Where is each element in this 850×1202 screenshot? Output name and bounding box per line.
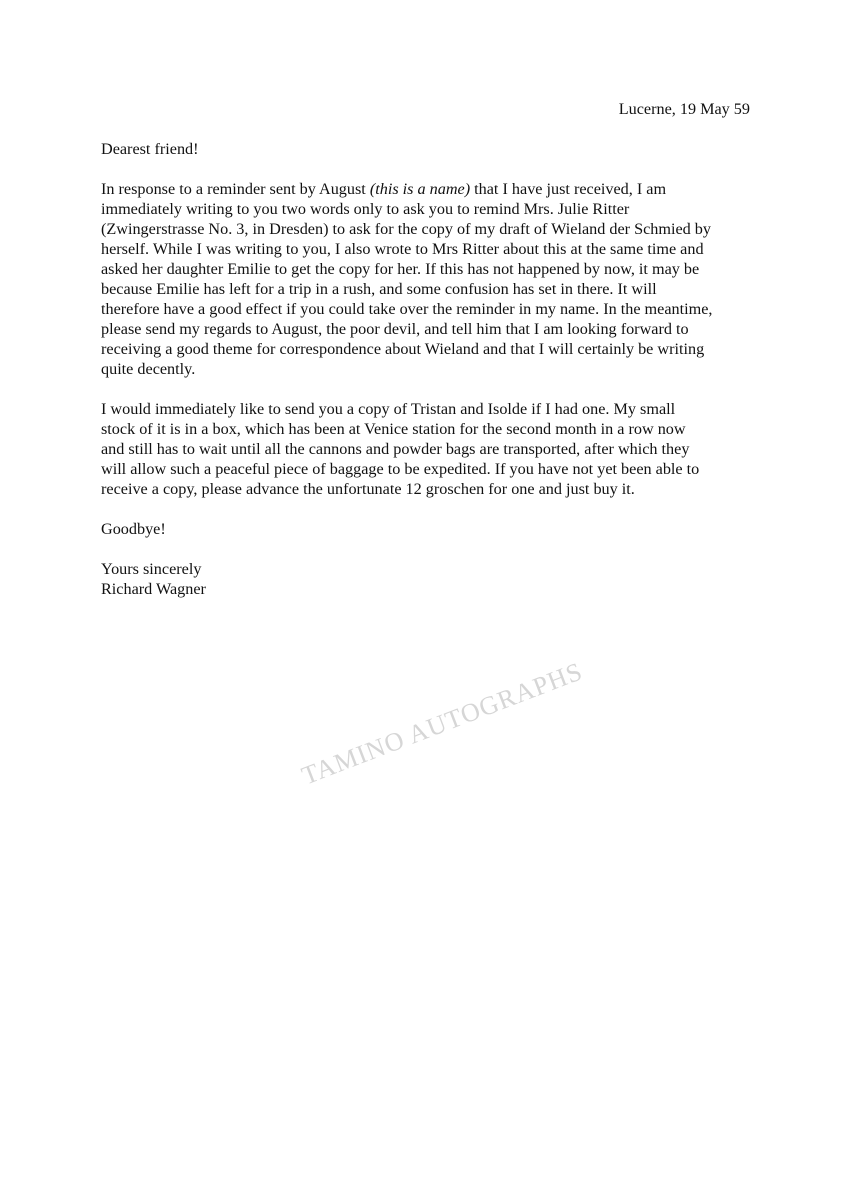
paragraph-1-line: herself. While I was writing to you, I also wrote to Mrs Ritter about this at the same time and — [101, 240, 704, 258]
paragraph-1-line: immediately writing to you two words only to ask you to remind Mrs. Julie Ritter — [101, 200, 630, 218]
farewell: Goodbye! — [101, 520, 166, 538]
paragraph-1-line: (Zwingerstrasse No. 3, in Dresden) to ask for the copy of my draft of Wieland der Schmied by — [101, 220, 711, 238]
paragraph-2-line: will allow such a peaceful piece of baggage to be expedited. If you have not yet been able to — [101, 460, 700, 478]
dateline: Lucerne, 19 May 59 — [618, 100, 750, 118]
watermark-text: TAMINO AUTOGRAPHS — [297, 656, 587, 791]
paragraph-1 — [101, 179, 753, 379]
paragraph-2-line: and still has to wait until all the cannons and powder bags are transported, after which they — [101, 440, 690, 458]
paragraph-1-line — [101, 179, 753, 199]
signature: Richard Wagner — [101, 580, 206, 598]
paragraph-1-line: please send my regards to August, the poor devil, and tell him that I am looking forward to — [101, 320, 689, 338]
italic-note: (this is a name) — [369, 180, 471, 198]
closing: Yours sincerely — [101, 560, 202, 578]
paragraph-1-line: receiving a good theme for correspondence about Wieland and that I will certainly be writing — [101, 340, 705, 358]
paragraph-2-line: receive a copy, please advance the unfortunate 12 groschen for one and just buy it. — [101, 480, 635, 498]
paragraph-2 — [101, 399, 753, 499]
paragraph-1-line: therefore have a good effect if you could take over the reminder in my name. In the meantime, — [101, 300, 713, 318]
paragraph-1-line: asked her daughter Emilie to get the copy for her. If this has not happened by now, it may be — [101, 260, 700, 278]
letter-page — [101, 99, 753, 599]
salutation: Dearest friend! — [101, 140, 199, 158]
paragraph-2-line: I would immediately like to send you a copy of Tristan and Isolde if I had one. My small — [101, 400, 676, 418]
paragraph-1-line: because Emilie has left for a trip in a rush, and some confusion has set in there. It will — [101, 280, 657, 298]
line-text: In response to a reminder sent by August — [101, 180, 370, 198]
paragraph-2-line: stock of it is in a box, which has been at Venice station for the second month in a row now — [101, 420, 686, 438]
line-text: that I have just received, I am — [470, 180, 667, 198]
paragraph-1-line: quite decently. — [101, 360, 196, 378]
watermark — [278, 605, 587, 791]
